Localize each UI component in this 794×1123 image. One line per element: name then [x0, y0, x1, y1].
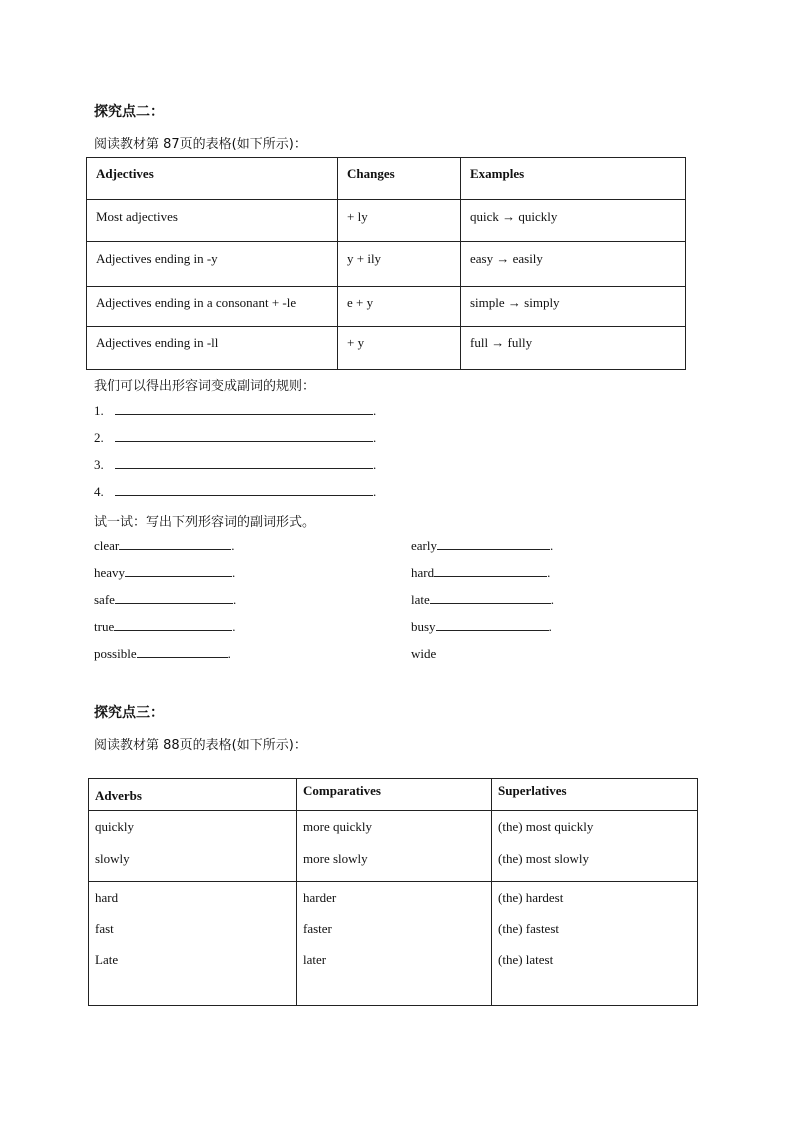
- answer-blank[interactable]: [137, 646, 228, 658]
- exercise-period: .: [549, 538, 554, 553]
- adjective-rules-table: [86, 157, 686, 370]
- table-cell: (the) most quickly: [498, 819, 594, 834]
- table-cell: harder: [303, 890, 337, 905]
- answer-blank[interactable]: [437, 538, 550, 550]
- section3-heading: 探究点三：: [94, 705, 164, 721]
- table-header-adjectives: Adjectives: [87, 158, 338, 200]
- table-cell: later: [303, 952, 327, 967]
- exercise-wide: [411, 646, 436, 662]
- exercise-word: wide: [411, 646, 437, 661]
- table-header-examples: Examples: [461, 158, 686, 200]
- rules-prompt: 我们可以得出形容词变成副词的规则：: [94, 379, 316, 394]
- table-cell: quick → quickly: [461, 200, 686, 242]
- adverbs-group-1: [89, 811, 297, 882]
- rule-number: 2.: [94, 430, 104, 445]
- rule-period: .: [373, 403, 377, 418]
- rule-number: 4.: [94, 484, 104, 499]
- table-cell: + y: [338, 327, 461, 370]
- section2-heading: 探究点二：: [94, 104, 164, 120]
- exercise-word: clear: [94, 538, 120, 553]
- superlatives-group-2: [492, 882, 698, 1006]
- exercise-early[interactable]: [411, 538, 553, 554]
- answer-blank[interactable]: [119, 538, 231, 550]
- rule-period: .: [373, 457, 377, 472]
- rule-period: .: [373, 484, 377, 499]
- rule-period: .: [373, 430, 377, 445]
- exercise-word: busy: [411, 619, 436, 634]
- answer-blank[interactable]: [115, 403, 373, 415]
- adverb-comparison-table: [88, 778, 698, 1006]
- table-cell: full → fully: [461, 327, 686, 370]
- rule-number: 3.: [94, 457, 104, 472]
- exercise-word: possible: [94, 646, 137, 661]
- answer-blank[interactable]: [430, 592, 551, 604]
- table-cell: Adjectives ending in -ll: [87, 327, 338, 370]
- exercise-word: true: [94, 619, 115, 634]
- exercise-safe[interactable]: [94, 592, 236, 608]
- exercise-period: .: [548, 619, 552, 634]
- table-header-comparatives: Comparatives: [297, 779, 492, 811]
- try-prompt: 试一试：写出下列形容词的副词形式。: [94, 515, 316, 530]
- table-cell: Adjectives ending in -y: [87, 242, 338, 287]
- rule-line-3[interactable]: [94, 457, 376, 473]
- comparatives-group-2: [297, 882, 492, 1006]
- exercise-clear[interactable]: [94, 538, 235, 554]
- rule-number: 1.: [94, 403, 104, 418]
- table-header-superlatives: Superlatives: [492, 779, 698, 811]
- section3-intro: 阅读教材第 88页的表格(如下所示)：: [94, 738, 307, 753]
- table-cell: fast: [95, 921, 114, 936]
- answer-blank[interactable]: [115, 484, 373, 496]
- table-cell: + ly: [338, 200, 461, 242]
- rule-line-1[interactable]: [94, 403, 376, 419]
- exercise-busy[interactable]: [411, 619, 552, 635]
- adverbs-group-2: [89, 882, 297, 1006]
- exercise-possible[interactable]: [94, 646, 231, 662]
- table-cell: simple → simply: [461, 287, 686, 327]
- exercise-hard[interactable]: [411, 565, 550, 581]
- table-cell: (the) most slowly: [498, 851, 589, 866]
- table-cell: quickly: [95, 819, 134, 834]
- exercise-period: .: [547, 565, 551, 580]
- exercise-true[interactable]: [94, 619, 235, 635]
- answer-blank[interactable]: [115, 457, 373, 469]
- exercise-word: heavy: [94, 565, 126, 580]
- exercise-word: early: [411, 538, 437, 553]
- table-cell: easy → easily: [461, 242, 686, 287]
- exercise-period: .: [231, 538, 235, 553]
- table-cell: y + ily: [338, 242, 461, 287]
- table-cell: (the) fastest: [498, 921, 560, 936]
- table-cell: Most adjectives: [87, 200, 338, 242]
- table-cell: (the) hardest: [498, 890, 564, 905]
- comparatives-group-1: [297, 811, 492, 882]
- table-cell: faster: [303, 921, 332, 936]
- table-cell: Late: [95, 952, 119, 967]
- exercise-word: late: [411, 592, 430, 607]
- table-cell: Adjectives ending in a consonant + -le: [87, 287, 338, 327]
- table-header-adverbs: Adverbs: [89, 779, 297, 811]
- table-cell: (the) latest: [498, 952, 554, 967]
- exercise-late[interactable]: [411, 592, 554, 608]
- exercise-period: .: [227, 646, 231, 661]
- superlatives-group-1: [492, 811, 698, 882]
- section2-intro: 阅读教材第 87页的表格(如下所示)：: [94, 137, 307, 152]
- exercise-period: .: [550, 592, 555, 607]
- exercise-word: hard: [411, 565, 435, 580]
- answer-blank[interactable]: [115, 430, 373, 442]
- rule-line-4[interactable]: [94, 484, 376, 500]
- exercise-period: .: [232, 592, 237, 607]
- answer-blank[interactable]: [434, 565, 547, 577]
- table-header-changes: Changes: [338, 158, 461, 200]
- table-cell: hard: [95, 890, 119, 905]
- answer-blank[interactable]: [115, 592, 233, 604]
- answer-blank[interactable]: [125, 565, 232, 577]
- rule-line-2[interactable]: [94, 430, 376, 446]
- table-cell: e + y: [338, 287, 461, 327]
- exercise-period: .: [232, 565, 236, 580]
- table-cell: slowly: [95, 851, 130, 866]
- exercise-period: .: [232, 619, 236, 634]
- exercise-word: safe: [94, 592, 115, 607]
- answer-blank[interactable]: [114, 619, 232, 631]
- answer-blank[interactable]: [436, 619, 549, 631]
- table-cell: more slowly: [303, 851, 368, 866]
- table-cell: more quickly: [303, 819, 372, 834]
- exercise-heavy[interactable]: [94, 565, 235, 581]
